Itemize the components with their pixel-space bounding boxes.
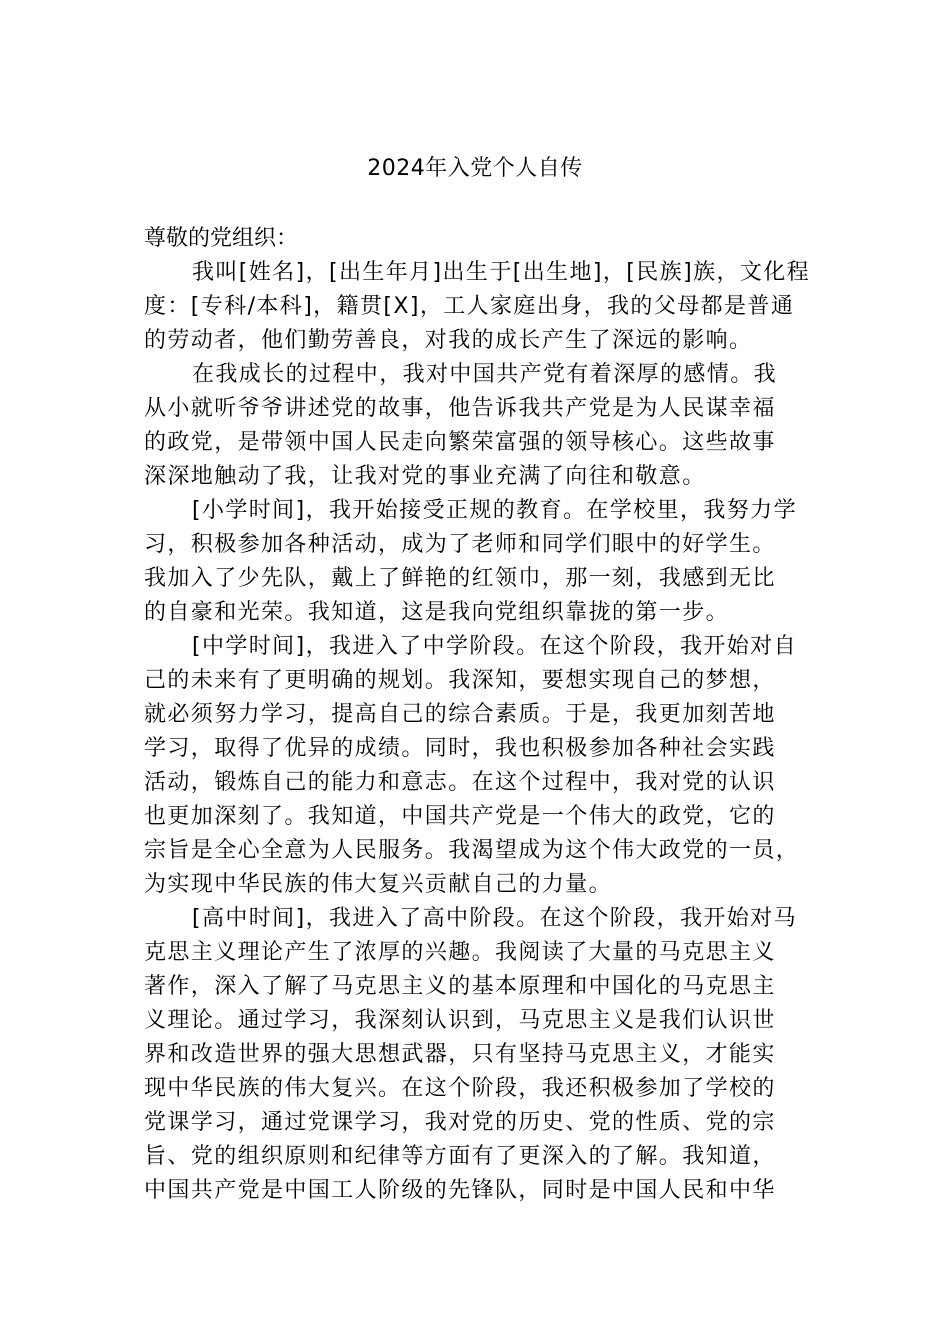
paragraph-family-background bbox=[144, 256, 816, 358]
paragraph-line: 我叫[姓名]，[出生年月]出生于[出生地]，[民族]族，文化程 bbox=[192, 260, 811, 285]
paragraph-line: [高中时间]，我进入了高中阶段。在这个阶段，我开始对马 bbox=[192, 906, 797, 931]
paragraph-line: 旨、党的组织原则和纪律等方面有了更深入的了解。我知道， bbox=[144, 1144, 776, 1169]
paragraph-line: 界和改造世界的强大思想武器，只有坚持马克思主义，才能实 bbox=[144, 1042, 776, 1067]
document-title: 2024年入党个人自传 bbox=[367, 156, 583, 181]
paragraph-line: 也更加深刻了。我知道，中国共产党是一个伟大的政党，它的 bbox=[144, 804, 776, 829]
paragraph-line: 度：[专科/本科]，籍贯[X]，工人家庭出身，我的父母都是普通 bbox=[144, 294, 795, 319]
salutation: 尊敬的党组织： bbox=[144, 226, 299, 251]
paragraph-line: 学习，取得了优异的成绩。同时，我也积极参加各种社会实践 bbox=[144, 736, 776, 761]
paragraph-primary-school bbox=[144, 494, 816, 630]
paragraph-line: [中学时间]，我进入了中学阶段。在这个阶段，我开始对自 bbox=[192, 634, 797, 659]
paragraph-line: 的劳动者，他们勤劳善良，对我的成长产生了深远的影响。 bbox=[144, 328, 753, 353]
paragraph-line: 义理论。通过学习，我深刻认识到，马克思主义是我们认识世 bbox=[144, 1008, 776, 1033]
paragraph-line: 从小就听爷爷讲述党的故事，他告诉我共产党是为人民谋幸福 bbox=[144, 396, 776, 421]
paragraph-line: 党课学习，通过党课学习，我对党的历史、党的性质、党的宗 bbox=[144, 1110, 776, 1135]
paragraph-line: 在我成长的过程中，我对中国共产党有着深厚的感情。我 bbox=[192, 362, 778, 387]
paragraph-line: 的自豪和光荣。我知道，这是我向党组织靠拢的第一步。 bbox=[144, 600, 730, 625]
paragraph-line: 我加入了少先队，戴上了鲜艳的红领巾，那一刻，我感到无比 bbox=[144, 566, 776, 591]
paragraph-line: 习，积极参加各种活动，成为了老师和同学们眼中的好学生。 bbox=[144, 532, 776, 557]
paragraph-line: 著作，深入了解了马克思主义的基本原理和中国化的马克思主 bbox=[144, 974, 776, 999]
paragraph-line: 深深地触动了我，让我对党的事业充满了向往和敬意。 bbox=[144, 464, 706, 489]
paragraph-line: 中国共产党是中国工人阶级的先锋队，同时是中国人民和中华 bbox=[144, 1178, 776, 1203]
paragraph-line: 为实现中华民族的伟大复兴贡献自己的力量。 bbox=[144, 872, 613, 897]
paragraph-line: 己的未来有了更明确的规划。我深知，要想实现自己的梦想， bbox=[144, 668, 776, 693]
paragraph-line: 克思主义理论产生了浓厚的兴趣。我阅读了大量的马克思主义 bbox=[144, 940, 776, 965]
paragraph-line: 活动，锻炼自己的能力和意志。在这个过程中，我对党的认识 bbox=[144, 770, 776, 795]
paragraph-line: 就必须努力学习，提高自己的综合素质。于是，我更加刻苦地 bbox=[144, 702, 776, 727]
paragraph-line: 的政党，是带领中国人民走向繁荣富强的领导核心。这些故事 bbox=[144, 430, 776, 455]
paragraph-line: [小学时间]，我开始接受正规的教育。在学校里，我努力学 bbox=[192, 498, 797, 523]
document-body bbox=[144, 222, 816, 1208]
paragraph-feelings-for-party bbox=[144, 358, 816, 494]
paragraph-line: 宗旨是全心全意为人民服务。我渴望成为这个伟大政党的一员， bbox=[144, 838, 800, 863]
paragraph-middle-school bbox=[144, 630, 816, 902]
paragraph-line: 现中华民族的伟大复兴。在这个阶段，我还积极参加了学校的 bbox=[144, 1076, 776, 1101]
paragraph-high-school bbox=[144, 902, 816, 1208]
